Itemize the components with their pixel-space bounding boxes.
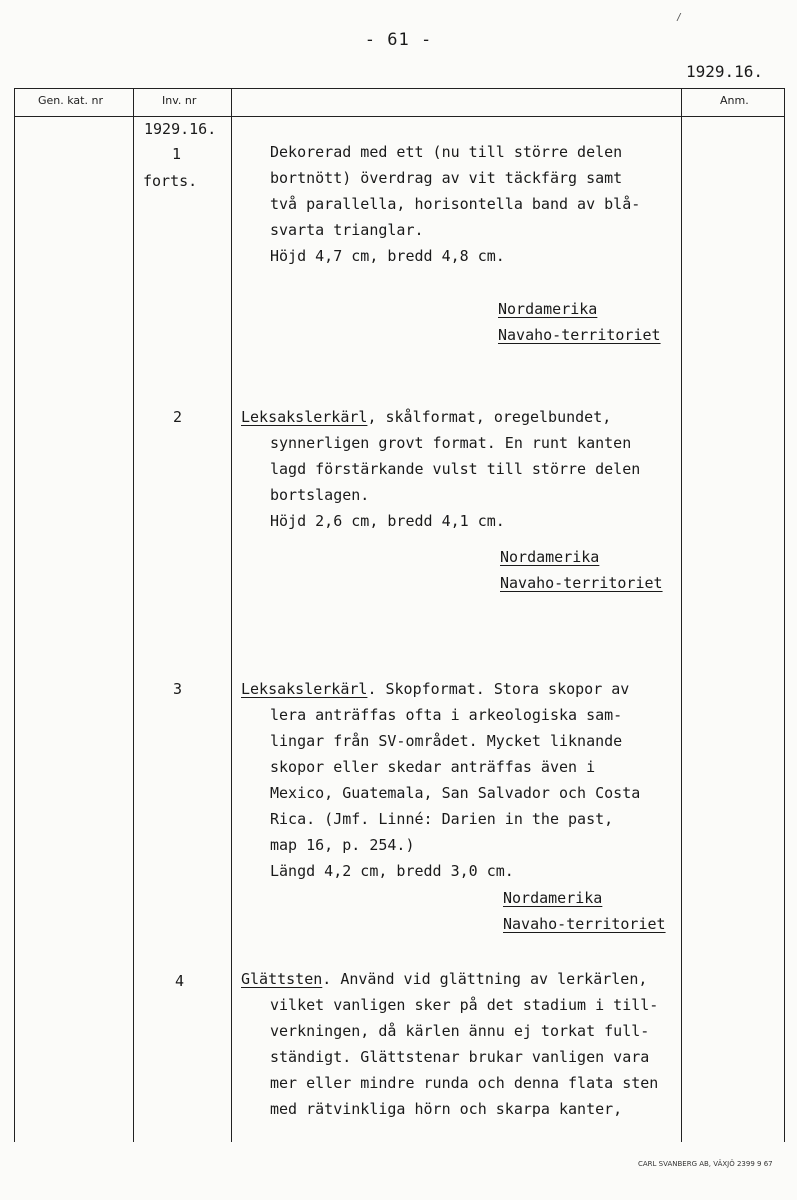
entry-line: svarta trianglar. bbox=[270, 221, 424, 239]
page-number: - 61 - bbox=[364, 30, 433, 50]
header-inv-nr: Inv. nr bbox=[162, 94, 197, 107]
entry-line: Längd 4,2 cm, bredd 3,0 cm. bbox=[270, 862, 514, 880]
inv-subnumber: 1 bbox=[172, 145, 182, 163]
entry-line: lera anträffas ofta i arkeologiska sam- bbox=[270, 706, 623, 724]
entry-title-line bbox=[241, 966, 647, 992]
entry-line: ständigt. Glättstenar brukar vanligen vara bbox=[270, 1048, 650, 1066]
entry-title: Leksakslerkärl bbox=[241, 680, 368, 698]
entry-line: lingar från SV-området. Mycket liknande bbox=[270, 732, 623, 750]
printer-imprint: CARL SVANBERG AB, VÄXJÖ 2399 9 67 bbox=[638, 1160, 773, 1168]
entry-line: bortslagen. bbox=[270, 486, 370, 504]
inv-subnumber: 3 bbox=[173, 680, 183, 698]
entry-territory: Navaho-territoriet bbox=[498, 326, 661, 344]
header-bottom-border bbox=[14, 116, 784, 117]
column-divider-text-anm bbox=[681, 88, 682, 1142]
entry-title: Glättsten bbox=[241, 970, 323, 988]
entry-line: skopor eller skedar anträffas även i bbox=[270, 758, 596, 776]
entry-line: vilket vanligen sker på det stadium i till- bbox=[270, 996, 659, 1014]
entry-title-rest: . Använd vid glättning av lerkärlen, bbox=[322, 970, 648, 988]
entry-region: Nordamerika bbox=[498, 300, 598, 318]
table-top-border bbox=[14, 88, 784, 89]
entry-title-rest: , skålformat, oregelbundet, bbox=[367, 408, 612, 426]
entry-title-line bbox=[241, 404, 611, 430]
entry-line: med rätvinkliga hörn och skarpa kanter, bbox=[270, 1100, 623, 1118]
inv-subnumber: 4 bbox=[175, 972, 185, 990]
header-gen-kat-nr: Gen. kat. nr bbox=[38, 94, 103, 107]
entry-line: Höjd 4,7 cm, bredd 4,8 cm. bbox=[270, 247, 505, 265]
entry-title-rest: . Skopformat. Stora skopor av bbox=[367, 680, 630, 698]
column-divider-inv-text bbox=[231, 88, 232, 1142]
table-right-border bbox=[784, 88, 785, 1142]
entry-line: lagd förstärkande vulst till större delen bbox=[270, 460, 641, 478]
entry-line: Rica. (Jmf. Linné: Darien in the past, bbox=[270, 810, 614, 828]
entry-territory: Navaho-territoriet bbox=[503, 915, 666, 933]
entry-line: synnerligen grovt format. En runt kanten bbox=[270, 434, 632, 452]
catalog-number-header: 1929.16. bbox=[685, 62, 763, 81]
entry-line: mer eller mindre runda och denna flata sten bbox=[270, 1074, 659, 1092]
inv-continued: forts. bbox=[143, 172, 198, 190]
header-anm: Anm. bbox=[720, 94, 749, 107]
pen-mark: / bbox=[676, 12, 683, 23]
entry-line: verkningen, då kärlen ännu ej torkat full- bbox=[270, 1022, 650, 1040]
entry-line: Mexico, Guatemala, San Salvador och Costa bbox=[270, 784, 641, 802]
entry-title: Leksakslerkärl bbox=[241, 408, 368, 426]
inv-subnumber: 2 bbox=[173, 408, 183, 426]
table-left-border bbox=[14, 88, 15, 1142]
entry-line: två parallella, horisontella band av blå- bbox=[270, 195, 641, 213]
entry-title-line bbox=[241, 676, 629, 702]
entry-line: Dekorerad med ett (nu till större delen bbox=[270, 143, 623, 161]
inv-number: 1929.16. bbox=[144, 120, 217, 138]
entry-line: Höjd 2,6 cm, bredd 4,1 cm. bbox=[270, 512, 505, 530]
entry-line: map 16, p. 254.) bbox=[270, 836, 415, 854]
entry-territory: Navaho-territoriet bbox=[500, 574, 663, 592]
entry-line: bortnött) överdrag av vit täckfärg samt bbox=[270, 169, 623, 187]
column-divider-gen-inv bbox=[133, 88, 134, 1142]
entry-region: Nordamerika bbox=[500, 548, 600, 566]
entry-region: Nordamerika bbox=[503, 889, 603, 907]
